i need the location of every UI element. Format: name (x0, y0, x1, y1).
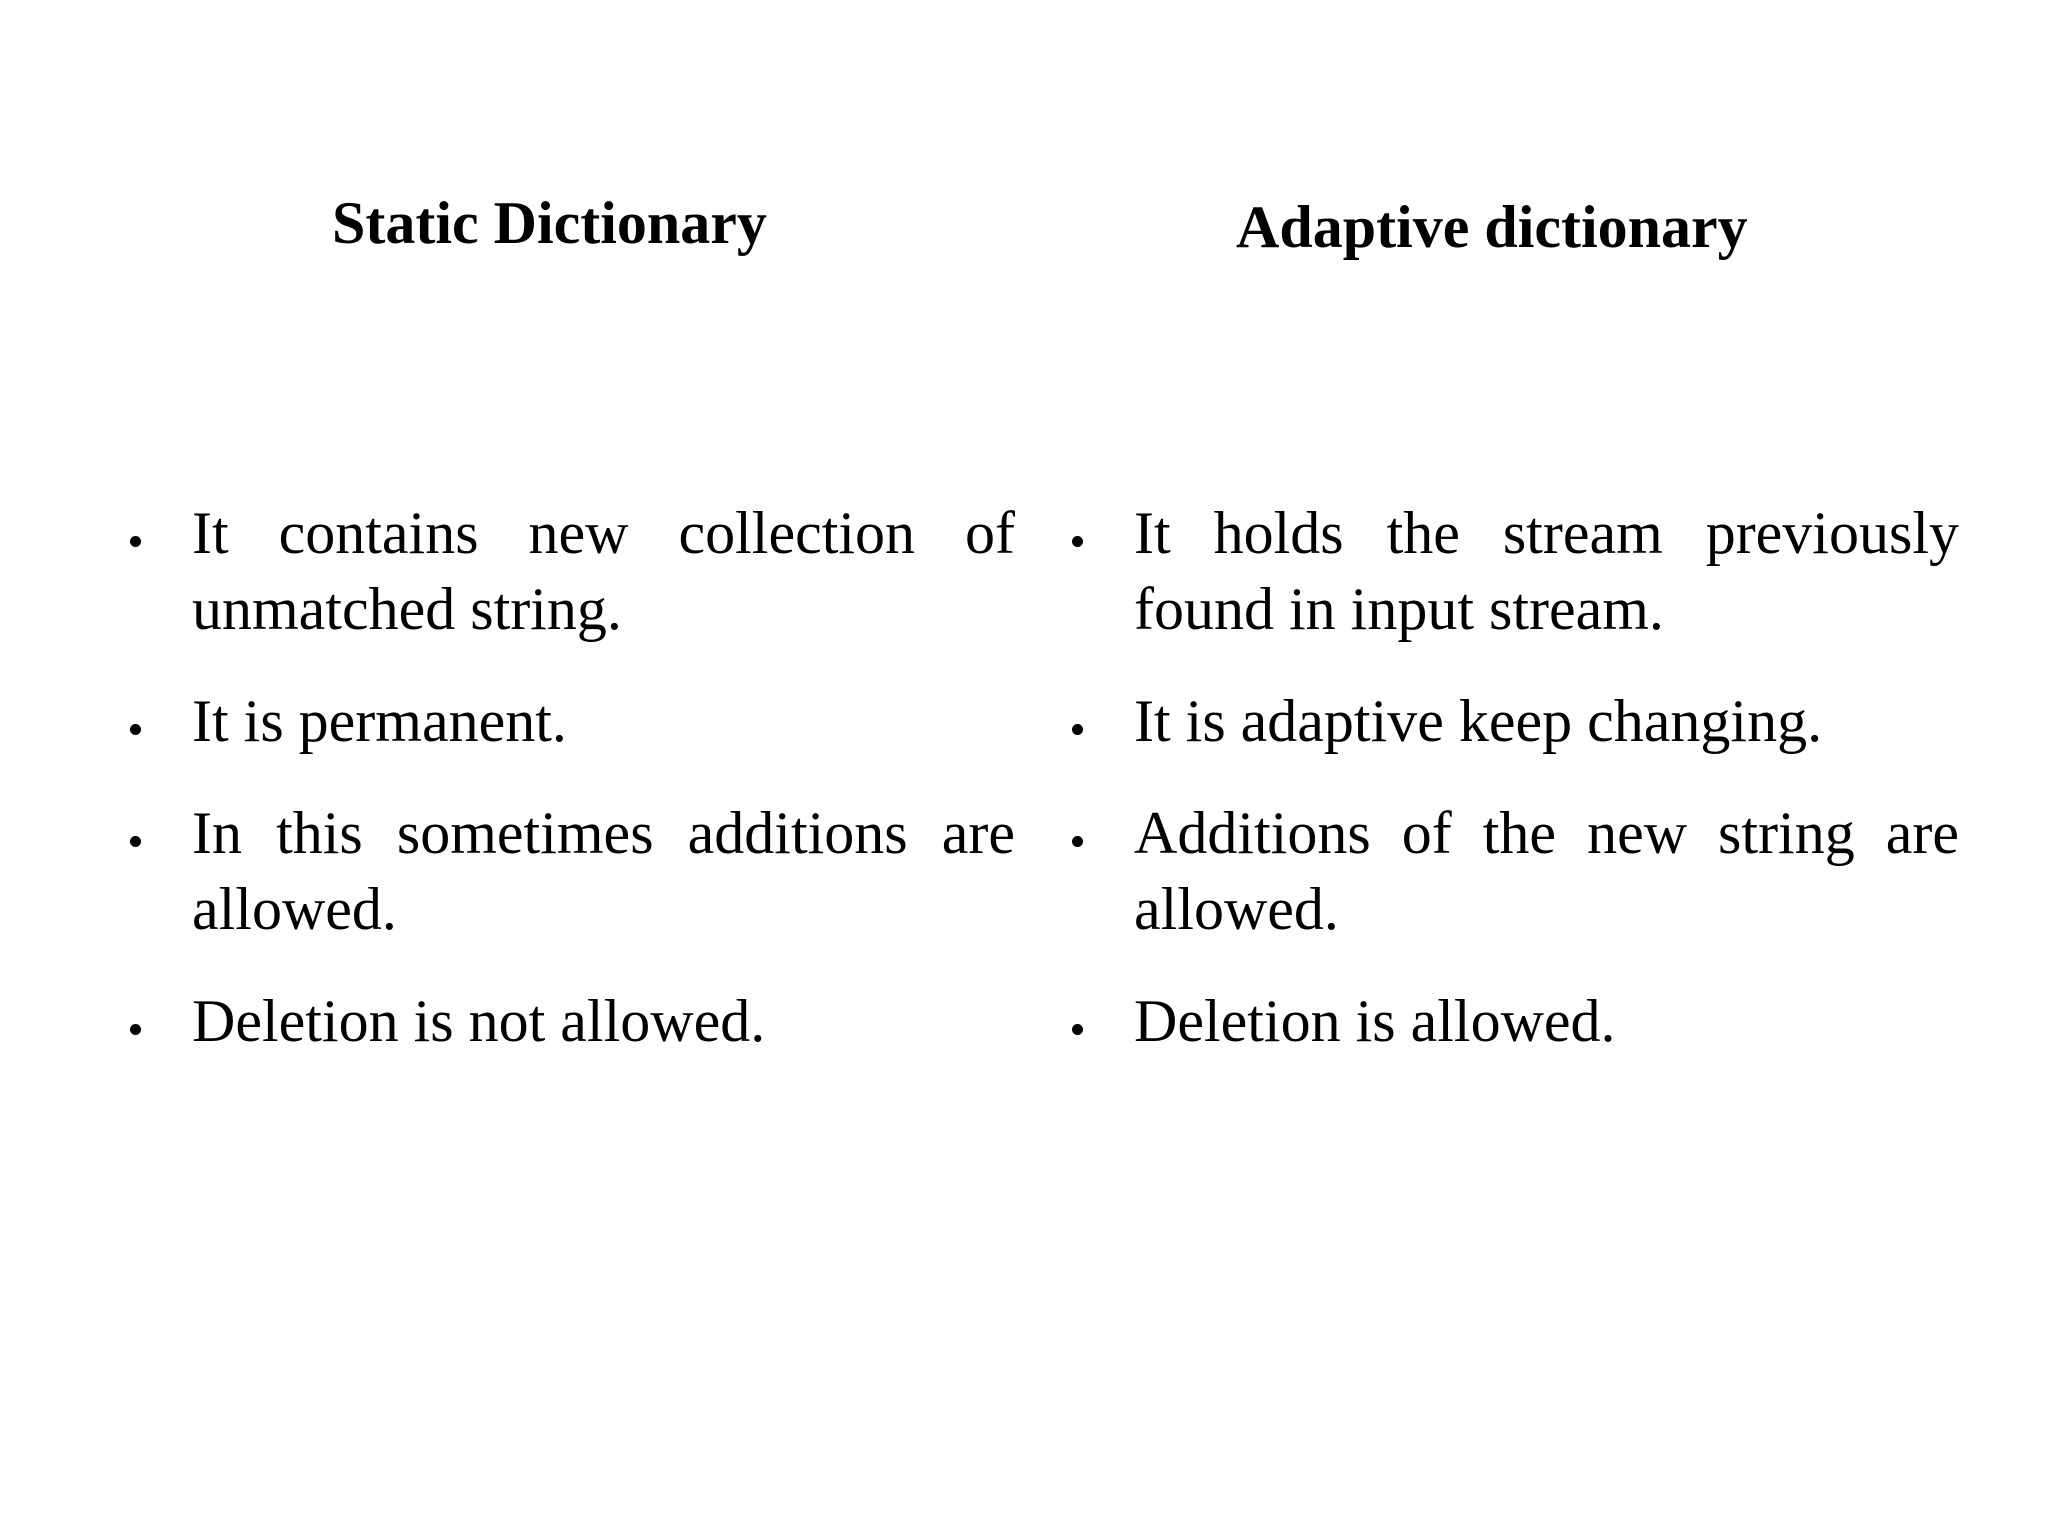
bullet-icon (130, 724, 141, 735)
list-item (120, 495, 1015, 647)
list-item (1062, 983, 1959, 1059)
adaptive-dictionary-list (1062, 495, 1959, 1095)
bullet-icon (1072, 724, 1083, 735)
bullet-icon (1072, 1024, 1083, 1035)
bullet-icon (130, 1024, 141, 1035)
list-item (120, 683, 1015, 759)
list-item-text: Deletion is not allowed. (192, 988, 766, 1054)
list-item-text: In this sometimes additions are allowed. (192, 800, 1015, 942)
bullet-icon (130, 836, 141, 847)
static-dictionary-heading: Static Dictionary (332, 190, 767, 256)
bullet-icon (1072, 836, 1083, 847)
list-item (120, 983, 1015, 1059)
list-item-text: It is adaptive keep changing. (1134, 688, 1823, 754)
static-dictionary-list (120, 495, 1015, 1095)
bullet-icon (130, 536, 141, 547)
list-item-text: It holds the stream previously found in input stream. (1134, 500, 1959, 642)
list-item-text: Additions of the new string are allowed. (1134, 800, 1959, 942)
list-item (120, 795, 1015, 947)
list-item-text: It contains new collection of unmatched string. (192, 500, 1015, 642)
list-item-text: It is permanent. (192, 688, 567, 754)
adaptive-dictionary-heading: Adaptive dictionary (1236, 194, 1748, 260)
list-item (1062, 683, 1959, 759)
list-item (1062, 795, 1959, 947)
list-item (1062, 495, 1959, 647)
bullet-icon (1072, 536, 1083, 547)
list-item-text: Deletion is allowed. (1134, 988, 1616, 1054)
